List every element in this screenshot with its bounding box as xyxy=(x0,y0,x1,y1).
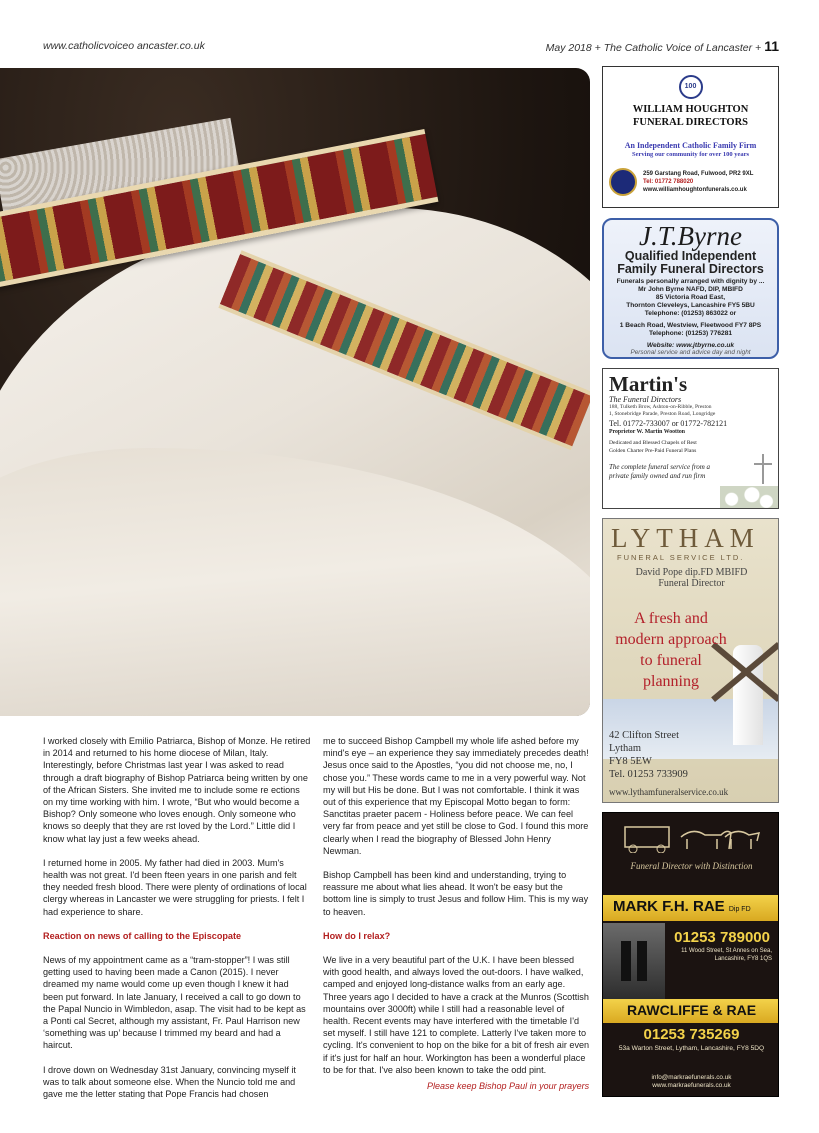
ad-address: 53a Warton Street, Lytham, Lancashire, FY8 5DQ xyxy=(618,1045,765,1052)
lilies-image xyxy=(720,486,778,508)
ad-line: Telephone: (01253) 776281 xyxy=(648,330,733,337)
crest-icon xyxy=(609,168,637,196)
ad-line: 42 Clifton Street xyxy=(609,730,679,741)
ad-contact xyxy=(603,1074,779,1090)
ad-motto: Funeral Director with Distinction xyxy=(630,861,753,871)
ad-website: www.lythamfuneralservice.co.uk xyxy=(609,787,729,797)
ad-mark-rae xyxy=(602,812,779,1097)
ad-address xyxy=(609,729,688,781)
ad-line: Lytham xyxy=(609,743,642,754)
ad-line: 1 Beach Road, Westview, Fleetwood FY7 8PS xyxy=(619,322,762,329)
ad-slogan: A fresh and modern approach to funeral planning xyxy=(615,610,727,690)
ad-line: Mr John Byrne NAFD, DIP, MBIFD xyxy=(638,286,743,293)
ad-william-houghton xyxy=(602,66,779,208)
article-paragraph: I worked closely with Emilio Patriarca, Bishop of Monze. He retired in 2014 and returned to his home diocese of Milan, Italy. Interestingly, before Christmas last year I was asked to read through a draft biography of Bishop Patriarca being written by one of the African Sisters. She invited me to include some re ections on my time working with him. I wrote, “But who would become a Bishop? Only someone who loves enough. Only someone who knows so deeply that they are rst loved by the Lord.” Little did I know what lay just a few weeks ahead. xyxy=(43,736,311,844)
ad-qualifications: Dip FD xyxy=(728,906,751,913)
ad-phone: Tel: 01772 788020 xyxy=(643,179,694,185)
header-issue-text: May 2018 + The Catholic Voice of Lancaster + xyxy=(545,42,762,54)
vestment-photo xyxy=(0,68,590,716)
ad-phone: 01253 789000 xyxy=(674,929,770,946)
ad-service: Personal service and advice day and night xyxy=(630,349,751,356)
ad-title-line: WILLIAM HOUGHTON xyxy=(632,104,749,115)
ad-phone: 01253 735269 xyxy=(643,1026,740,1043)
ad-footer xyxy=(603,168,778,196)
article-paragraph: We live in a very beautiful part of the U.K. I have been blessed with good health, and always loved the out-doors. I have walked, camped and enjoyed long-distance walks from an early age. Three years ago I decided to have a crack at the Munros (Scottish mountains over 3000ft) while I still had a reasonable level of health. Recent events may have interfered with the timetable I'd set myself. I still have 121 to complete. Latterly I've taken more to cycling. It's convenient to hop on the bike for a bit of fresh air even if it's just for half an hour. Workington has been a wonderful place to be for that. I've also been known to take the odd pint. xyxy=(323,955,590,1075)
ad-title xyxy=(603,103,778,129)
ad-tagline: An Independent Catholic Family Firm xyxy=(624,141,757,150)
ad-details xyxy=(604,278,777,338)
article-subheading: How do I relax? xyxy=(323,930,391,941)
article-column-1 xyxy=(43,735,311,1112)
ad-address: 188, Tulketh Brow, Ashton-on-Ribble, Preston xyxy=(609,404,712,410)
ad-service: Golden Charter Pre-Paid Funeral Plans xyxy=(609,448,697,454)
ad-service: Dedicated and Blessed Chapels of Rest xyxy=(609,440,697,446)
ad-subtitle: FUNERAL SERVICE LTD. xyxy=(617,553,745,562)
article-paragraph: I drove down on Wednesday 31st January, convincing myself it was to talk about someone else. When the Nuncio told me and gave me the letter stating that Pope Francis had chosen xyxy=(43,1064,296,1100)
ad-slogan: The complete funeral service from a private family owned and run firm xyxy=(609,463,711,480)
article-paragraph: News of my appointment came as a “tram-stopper”! I was still getting used to having been made a Canon (2015). I never dreamed my name would come up even though I knew it had been put forward. In late January, I received a call to go down to the Papal Nuncio in Wimbledon, asap. The visit had to be kept as a Ponti cal Secret, although my assistant, Fr. Paul Harrison new ‘something was up’ because I trimmed my beard and had a haircut. xyxy=(43,955,306,1051)
article-signoff: Please keep Bishop Paul in your prayers xyxy=(427,1081,590,1091)
ad-line: Telephone: (01253) 863022 or xyxy=(644,310,737,317)
ad-title: LYTHAM xyxy=(611,523,760,553)
page-number: 11 xyxy=(764,38,779,54)
ad-line: FY8 5EW xyxy=(609,756,652,767)
ad-website: Website: www.jtbyrne.co.uk xyxy=(646,342,735,349)
ad-line: Funeral Director xyxy=(658,578,725,589)
header-issue xyxy=(546,38,779,54)
article-paragraph: me to succeed Bishop Campbell my whole life ashed before my mind's eye – an experience they say immediately precedes death! Jesus once said to the Apostles, “you did not choose me, no, I chose you.” These words came to me in a very powerful way. Not my will but His be done. But I was not comfortable. I think it was out of this experience that my Episcopal Motto began to form: Sanctitas praeter pacem - Holiness before peace. We can feel very far from peace and yet still be close to God. I found this more clearly when I read the biography of Blessed John Henry Newman. xyxy=(323,736,589,856)
ad-subtagline: Serving our community for over 100 years xyxy=(632,151,749,158)
header-website: www.catholicvoiceo ancaster.co.uk xyxy=(43,40,205,52)
ad-line: Thornton Cleveleys, Lancashire FY5 5BU xyxy=(626,302,755,309)
centenary-seal-icon: 100 xyxy=(679,75,703,99)
ad-address: 1, Stonebridge Parade, Preston Road, Longridge xyxy=(609,411,716,417)
ad-phone: Tel. 01772-733007 or 01772-782121 xyxy=(609,419,728,428)
article-paragraph: I returned home in 2005. My father had died in 2003. Mum's health was not great. I'd been fteen years in one parish and felt they needed fresh blood. There were plenty of ordinations of local clergy whereas in Lancaster we were struggling for priests. I felt I had experience to share. xyxy=(43,857,307,917)
article-subheading: Reaction on news of calling to the Episcopate xyxy=(43,930,242,941)
cross-icon xyxy=(762,454,764,484)
ad-title-line: FUNERAL DIRECTORS xyxy=(632,117,749,128)
ad-subtitle: The Funeral Directors xyxy=(609,395,682,404)
ad-website: www.markraefunerals.co.uk xyxy=(652,1082,731,1089)
ad-proprietor: Proprietor W. Martin Wootton xyxy=(609,429,686,435)
ad-director xyxy=(603,567,779,589)
ad-line: Funerals personally arranged with dignity by ... xyxy=(616,278,765,285)
ad-phone: Tel. 01253 733909 xyxy=(609,769,688,780)
ad-contact xyxy=(643,170,753,194)
ad-jt-byrne xyxy=(602,218,779,359)
ad-title: RAWCLIFFE & RAE xyxy=(626,1002,757,1018)
ad-line: 85 Victoria Road East, xyxy=(655,294,726,301)
ad-qualifier: Qualified Independent xyxy=(624,249,757,263)
ad-website: www.williamhoughtonfunerals.co.uk xyxy=(643,187,747,193)
ad-line: David Pope dip.FD MBIFD xyxy=(635,567,748,578)
ad-lytham xyxy=(602,518,779,803)
ad-title-text: MARK F.H. RAE xyxy=(613,898,725,915)
ad-title: Martin's xyxy=(609,372,688,396)
article-column-2 xyxy=(323,735,591,1088)
ad-martins xyxy=(602,368,779,509)
ad-qualifier: Family Funeral Directors xyxy=(617,262,764,276)
ad-title: J.T.Byrne xyxy=(639,221,742,251)
ad-address: 11 Wood Street, St Annes on Sea, Lancashire, FY8 1QS xyxy=(681,948,772,962)
article-paragraph: Bishop Campbell has been kind and understanding, trying to reassure me about what lies ahead. It won't be easy but the bottom line is simply to trust Jesus and follow Him. This is my way to heaven. xyxy=(323,870,589,917)
horse-hearse-icon xyxy=(621,819,763,853)
ad-email: info@markraefunerals.co.uk xyxy=(651,1074,732,1081)
ad-address: 259 Garstang Road, Fulwood, PR2 9XL xyxy=(643,171,754,177)
funeral-staff-photo xyxy=(603,923,665,999)
